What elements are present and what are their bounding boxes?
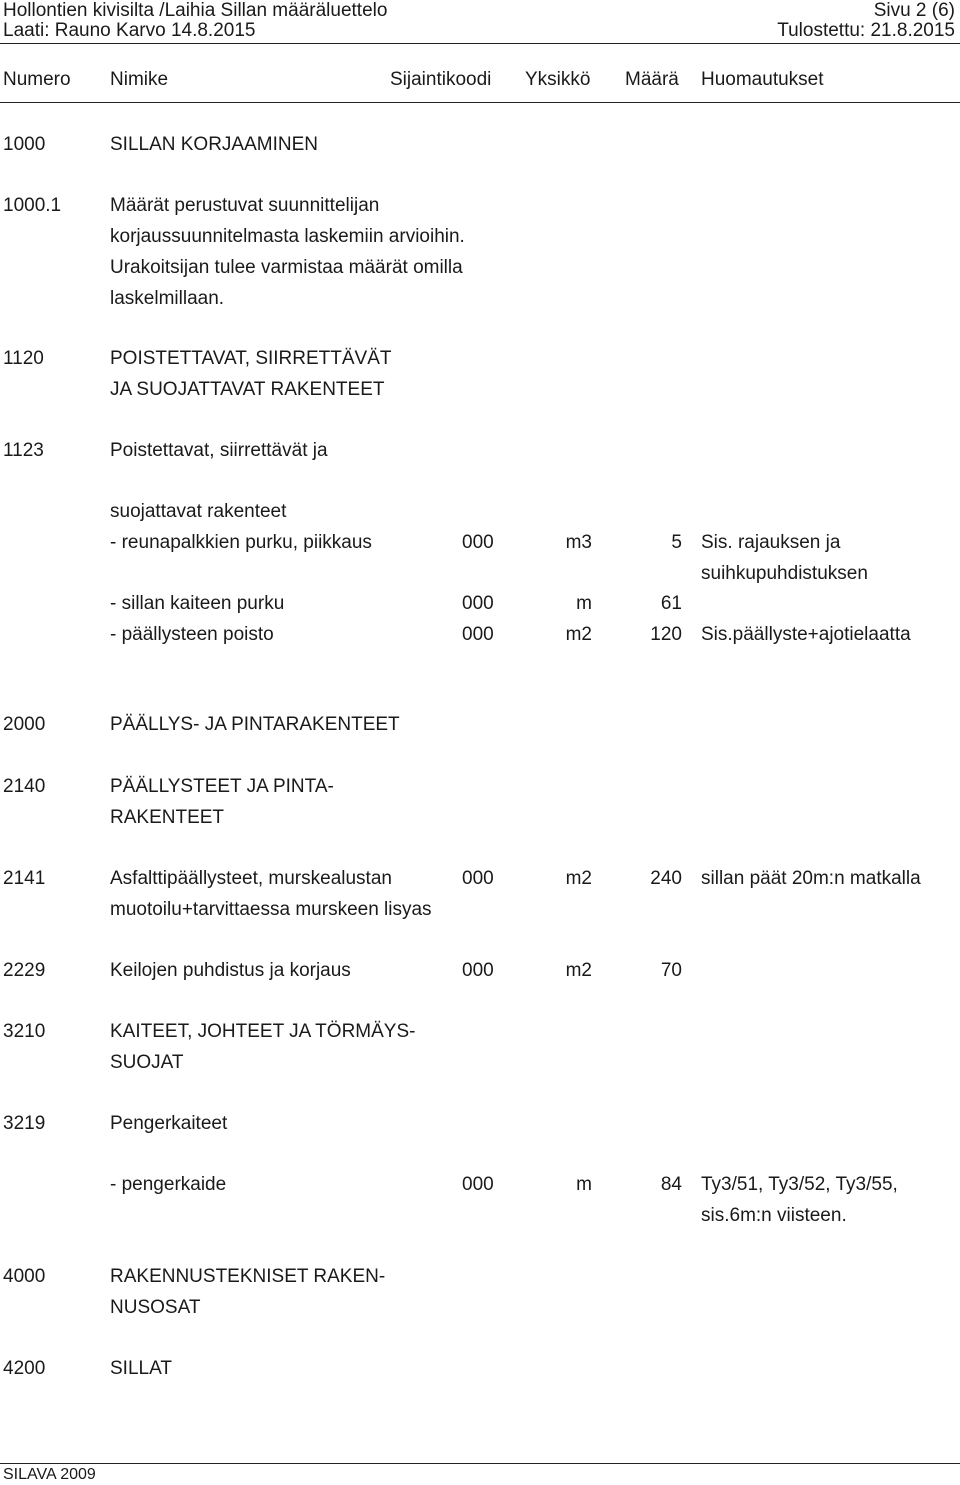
row-number: 3219 <box>3 1113 46 1134</box>
row-name-line: KAITEET, JOHTEET JA TÖRMÄYS- <box>110 1021 416 1042</box>
row-number: 1120 <box>3 348 44 369</box>
row-number: 2229 <box>3 960 46 981</box>
row-remarks-line: Sis.päällyste+ajotielaatta <box>701 624 911 645</box>
row-quantity: 240 <box>650 868 682 889</box>
row-location-code: 000 <box>462 960 494 981</box>
row-remarks-line: sis.6m:n viisteen. <box>701 1205 847 1226</box>
row-name-line: SUOJAT <box>110 1052 184 1073</box>
row-name-line: PÄÄLLYSTEET JA PINTA- <box>110 776 334 797</box>
row-name-line: suojattavat rakenteet <box>110 501 287 522</box>
row-name-line: PÄÄLLYS- JA PINTARAKENTEET <box>110 714 400 735</box>
footer-divider <box>0 1463 960 1464</box>
row-quantity: 61 <box>660 593 682 614</box>
column-header-unit: Yksikkö <box>525 69 591 90</box>
row-number: 4200 <box>3 1358 46 1379</box>
row-number: 2000 <box>3 714 46 735</box>
row-location-code: 000 <box>462 624 494 645</box>
row-remarks-line: Sis. rajauksen ja <box>701 532 841 553</box>
row-quantity: 70 <box>660 960 682 981</box>
row-unit: m <box>576 593 592 614</box>
row-number: 2140 <box>3 776 46 797</box>
page-number: Sivu 2 (6) <box>873 0 955 21</box>
document-title: Hollontien kivisilta /Laihia Sillan määräluettelo <box>3 0 388 21</box>
row-number: 2141 <box>3 868 46 889</box>
column-header-quantity: Määrä <box>625 69 679 90</box>
row-name-line: - reunapalkkien purku, piikkaus <box>110 532 372 553</box>
row-remarks-line: Ty3/51, Ty3/52, Ty3/55, <box>701 1174 898 1195</box>
row-name-line: - pengerkaide <box>110 1174 227 1195</box>
row-quantity: 120 <box>650 624 682 645</box>
header-divider <box>0 43 960 44</box>
row-name-line: laskelmillaan. <box>110 288 225 309</box>
row-quantity: 84 <box>660 1174 682 1195</box>
author-line: Laati: Rauno Karvo 14.8.2015 <box>3 20 256 41</box>
row-unit: m2 <box>565 624 592 645</box>
row-name-line: SILLAN KORJAAMINEN <box>110 134 318 155</box>
row-name-line: muotoilu+tarvittaessa murskeen lisyas <box>110 899 432 920</box>
row-location-code: 000 <box>462 1174 494 1195</box>
print-date: Tulostettu: 21.8.2015 <box>777 20 955 41</box>
row-name-line: Asfalttipäällysteet, murskealustan <box>110 868 392 889</box>
row-number: 4000 <box>3 1266 46 1287</box>
row-name-line: - sillan kaiteen purku <box>110 593 285 614</box>
row-number: 3210 <box>3 1021 46 1042</box>
row-name-line: korjaussuunnitelmasta laskemiin arvioihin. <box>110 226 465 247</box>
row-name-line: Poistettavat, siirrettävät ja <box>110 440 328 461</box>
column-header-remarks: Huomautukset <box>701 69 824 90</box>
row-name-line: JA SUOJATTAVAT RAKENTEET <box>110 379 385 400</box>
column-header-number: Numero <box>3 69 71 90</box>
row-quantity: 5 <box>671 532 682 553</box>
row-unit: m2 <box>565 868 592 889</box>
column-header-name: Nimike <box>110 69 169 90</box>
row-name-line: RAKENTEET <box>110 807 225 828</box>
row-name-line: SILLAT <box>110 1358 172 1379</box>
row-unit: m <box>576 1174 592 1195</box>
row-name-line: Urakoitsijan tulee varmistaa määrät omilla <box>110 257 463 278</box>
column-header-divider <box>0 102 960 103</box>
row-unit: m3 <box>565 532 592 553</box>
row-name-line: POISTETTAVAT, SIIRRETTÄVÄT <box>110 348 392 369</box>
row-number: 1000 <box>3 134 46 155</box>
row-location-code: 000 <box>462 868 494 889</box>
row-name-line: Keilojen puhdistus ja korjaus <box>110 960 351 981</box>
row-name-line: RAKENNUSTEKNISET RAKEN- <box>110 1266 386 1287</box>
row-name-line: Määrät perustuvat suunnittelijan <box>110 195 380 216</box>
row-unit: m2 <box>565 960 592 981</box>
row-number: 1000.1 <box>3 195 62 216</box>
column-header-location-code: Sijaintikoodi <box>390 69 492 90</box>
row-location-code: 000 <box>462 532 494 553</box>
row-location-code: 000 <box>462 593 494 614</box>
row-name-line: - päällysteen poisto <box>110 624 274 645</box>
row-remarks-line: suihkupuhdistuksen <box>701 563 868 584</box>
row-remarks-line: sillan päät 20m:n matkalla <box>701 868 921 889</box>
row-name-line: Pengerkaiteet <box>110 1113 228 1134</box>
footer-text: SILAVA 2009 <box>3 1466 96 1483</box>
row-number: 1123 <box>3 440 44 461</box>
row-name-line: NUSOSAT <box>110 1297 201 1318</box>
